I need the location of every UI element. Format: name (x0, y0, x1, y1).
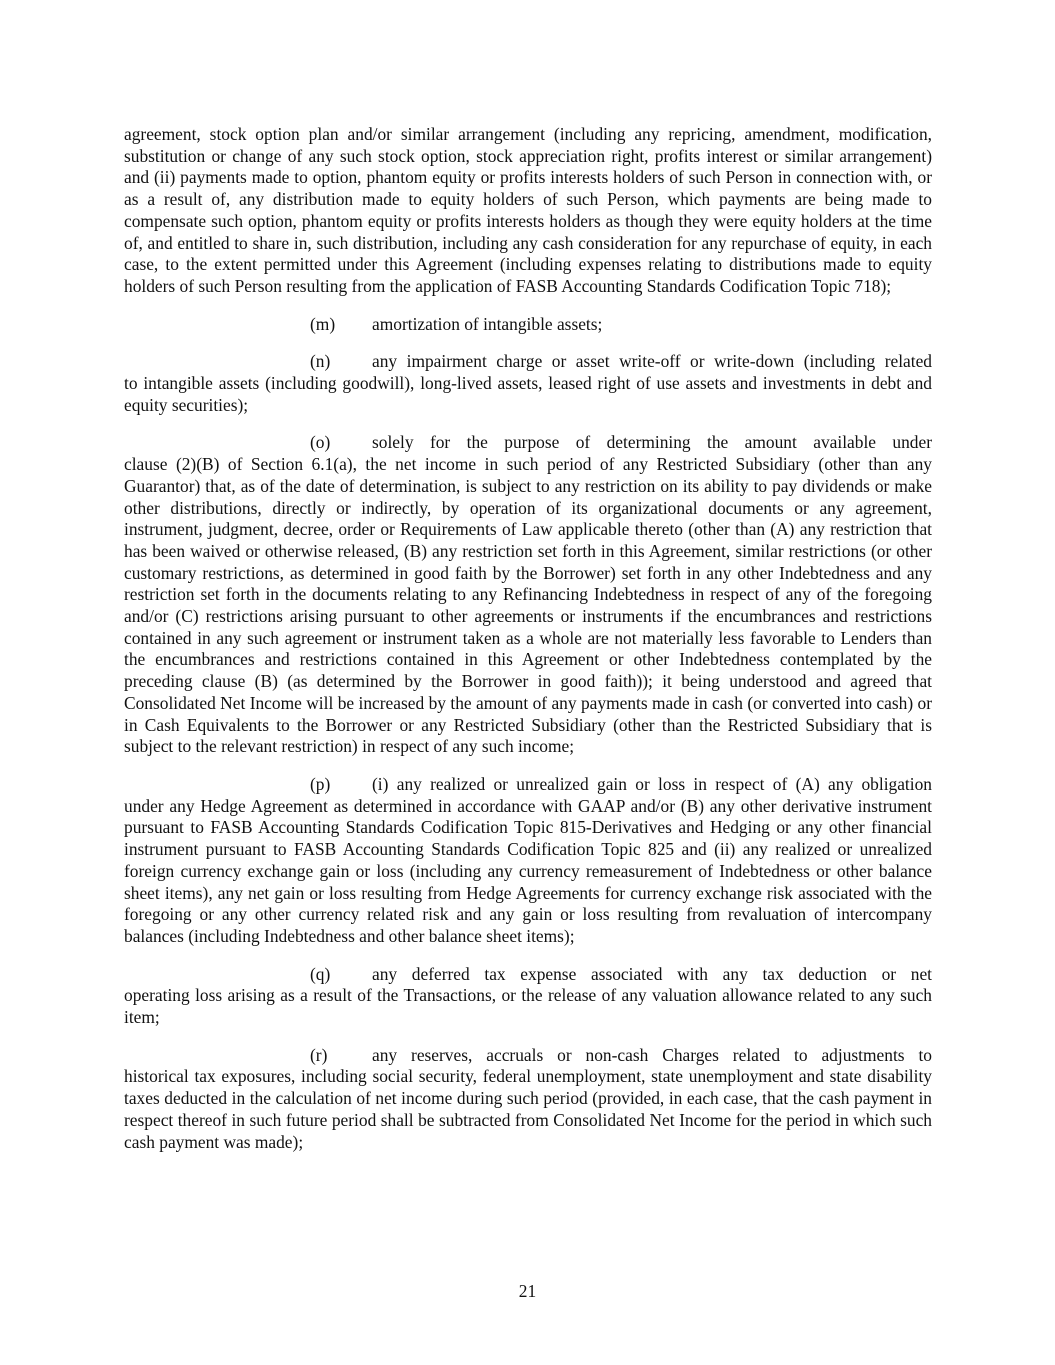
continuation-paragraph: agreement, stock option plan and/or similar arrangement (including any repricing, amendment, modification, substitution or change of any such stock option, stock appreciation right, profits interest or similar arrangement) and (ii) payments made to option, phantom equity or profits interests holders of such Person in connection with, or as a result of, any distribution made to equity holders of such Person, which payments are being made to compensate such option, phantom equity or profits interests holders as though they were equity holders at the time of, and entitled to share in, such distribution, including any cash consideration for any repurchase of equity, in each case, to the extent permitted under this Agreement (including expenses relating to distributions made to equity holders of such Person resulting from the application of FASB Accounting Standards Codification Topic 718); (124, 124, 932, 296)
clause-body: under any Hedge Agreement as determined in accordance with GAAP and/or (B) any other derivative instrument pursuant to FASB Accounting Standards Codification Topic 815-Derivatives and Hedging or any other financial instrument pursuant to FASB Accounting Standards Codification Topic 825 and (ii) any realized or unrealized foreign currency exchange gain or loss (including any currency remeasurement of Indebtedness or other balance sheet items), any net gain or loss resulting from Hedge Agreements for currency exchange risk associated with the foregoing or any other currency related risk and any gain or loss resulting from revaluation of intercompany balances (including Indebtedness and other balance sheet items); (124, 795, 932, 946)
clause-label: (r) (310, 1044, 328, 1065)
clause-label: (n) (310, 351, 331, 372)
document-page (124, 124, 932, 1169)
clause-m (124, 314, 932, 336)
clause-body: clause (2)(B) of Section 6.1(a), the net income in such period of any Restricted Subsidiary (other than any Guarantor) that, as of the date of determination, is subject to any restriction on its ability to pay dividends or make other distributions, directly or indirectly, by operation of its organizational documents or any agreement, instrument, judgment, decree, order or Requirements of Law applicable thereto (other than (A) any restriction that has been waived or otherwise released, (B) any restriction set forth in this Agreement, similar restrictions (or other customary restrictions, as determined in good faith by the Borrower) set forth in any other Indebtedness and any restriction set forth in the documents relating to any Refinancing Indebtedness in respect of any of the foregoing and/or (C) restrictions arising pursuant to other agreements or instruments if the encumbrances and restrictions contained in any such agreement or instrument taken as a whole are not materially less favorable to Lenders than the encumbrances and restrictions contained in this Agreement or other Indebtedness contemplated by the preceding clause (B) (as determined by the Borrower in good faith)); it being understood and agreed that Consolidated Net Income will be increased by the amount of any payments made in cash (or converted into cash) or in Cash Equivalents to the Borrower or any Restricted Subsidiary (other than the Restricted Subsidiary that is subject to the relevant restriction) in respect of any such income; (124, 454, 932, 757)
clause-n (124, 351, 932, 416)
clause-lead: solely for the purpose of determining the amount available under (372, 432, 932, 453)
clause-p (124, 774, 932, 948)
clause-lead: amortization of intangible assets; (372, 313, 603, 334)
clause-q (124, 964, 932, 1029)
clause-lead: any reserves, accruals or non-cash Charges related to adjustments to (372, 1044, 932, 1065)
clause-body: operating loss arising as a result of the Transactions, or the release of any valuation allowance related to any such item; (124, 985, 932, 1028)
clause-r (124, 1045, 932, 1154)
clause-label: (p) (310, 773, 331, 794)
clause-lead: any impairment charge or asset write-off or write-down (including related (372, 351, 932, 372)
clause-o (124, 432, 932, 758)
clause-body: to intangible assets (including goodwill), long-lived assets, leased right of use assets and investments in debt and equity securities); (124, 373, 932, 415)
clause-lead: (i) any realized or unrealized gain or loss in respect of (A) any obligation (372, 773, 932, 794)
page-number: 21 (518, 1281, 537, 1301)
clause-label: (o) (310, 432, 331, 453)
clause-lead: any deferred tax expense associated with any tax deduction or net (372, 963, 932, 984)
clause-label: (m) (310, 313, 336, 334)
clause-label: (q) (310, 963, 331, 984)
clause-body: historical tax exposures, including social security, federal unemployment, state unemployment and state disability taxes deducted in the calculation of net income during such period (provided, in each case, that the cash payment in respect thereof in such future period shall be subtracted from Consolidated Net Income for the period in which such cash payment was made); (124, 1066, 932, 1152)
